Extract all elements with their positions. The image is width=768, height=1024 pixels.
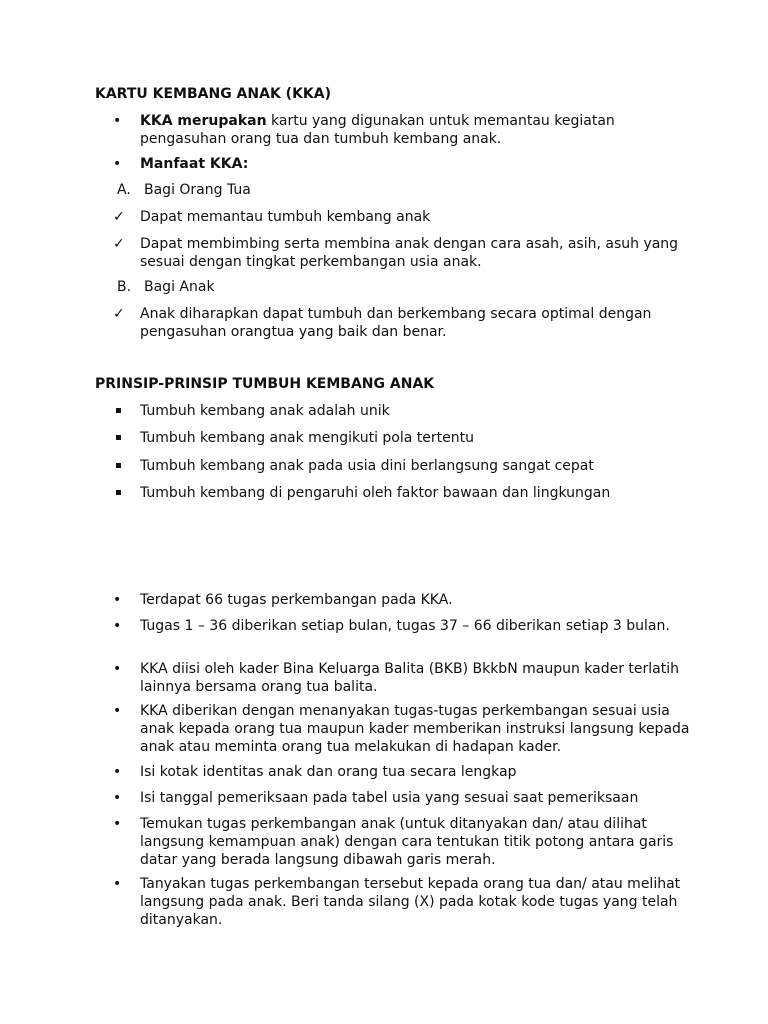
list-item-text: Anak diharapkan dapat tumbuh dan berkembang secara optimal dengan pengasuhan orangtua yang baik dan benar. <box>140 306 652 340</box>
list-item <box>113 402 693 420</box>
letter-marker: B. <box>117 279 132 295</box>
letter-marker: A. <box>117 182 131 198</box>
list-item <box>113 591 693 609</box>
list-item <box>113 484 693 502</box>
bullet-icon: • <box>113 790 122 806</box>
list-item-text: Bagi Orang Tua <box>144 182 251 198</box>
bold-term: KKA merupakan <box>140 113 267 129</box>
list-item <box>113 305 693 341</box>
list-item <box>113 155 693 173</box>
square-bullet-icon <box>113 457 137 475</box>
list-item <box>113 112 693 148</box>
bullet-icon: • <box>113 703 122 719</box>
bullet-icon: • <box>113 156 122 172</box>
list-item-text: Manfaat KKA: <box>140 156 249 172</box>
bullet-icon: • <box>113 816 122 832</box>
list-item-text: Bagi Anak <box>144 279 215 295</box>
list-item-text: Dapat membimbing serta membina anak dengan cara asah, asih, asuh yang sesuai dengan tingkat perkembangan usia anak. <box>140 236 679 270</box>
square-bullet-icon <box>113 484 137 502</box>
list-item <box>113 789 693 807</box>
list-item-text: Terdapat 66 tugas perkembangan pada KKA. <box>140 592 453 608</box>
list-item <box>113 278 693 296</box>
list-item <box>113 763 693 781</box>
section-title-kka: KARTU KEMBANG ANAK (KKA) <box>95 86 331 102</box>
list-item <box>113 815 693 869</box>
list-item <box>113 660 693 696</box>
list-item-text: Temukan tugas perkembangan anak (untuk ditanyakan dan/ atau dilihat langsung kemampuan anak) dengan cara tentukan titik potong antara garis datar yang berada langsung dibawah garis merah. <box>140 816 674 868</box>
bullet-icon: • <box>113 113 122 129</box>
list-item-text: Tumbuh kembang anak mengikuti pola tertentu <box>140 430 474 446</box>
list-item-text: Dapat memantau tumbuh kembang anak <box>140 209 431 225</box>
check-icon: ✓ <box>113 209 125 225</box>
list-item-text: Isi kotak identitas anak dan orang tua secara lengkap <box>140 764 517 780</box>
list-item-text: Tumbuh kembang anak pada usia dini berlangsung sangat cepat <box>140 458 594 474</box>
section-title-prinsip: PRINSIP-PRINSIP TUMBUH KEMBANG ANAK <box>95 376 435 392</box>
list-item <box>113 875 693 929</box>
list-item-text: KKA diisi oleh kader Bina Keluarga Balita (BKB) BkkbN maupun kader terlatih lainnya bersama orang tua balita. <box>140 661 680 695</box>
bullet-icon: • <box>113 876 122 892</box>
list-item <box>113 235 693 271</box>
check-icon: ✓ <box>113 236 125 252</box>
square-bullet-icon <box>113 429 137 447</box>
list-item-text <box>140 112 693 148</box>
bullet-icon: • <box>113 618 122 634</box>
list-item-text: KKA diberikan dengan menanyakan tugas-tugas perkembangan sesuai usia anak kepada orang tua maupun kader memberikan instruksi langsung kepada anak atau meminta orang tua melakukan di hadapan kader. <box>140 703 690 755</box>
list-item <box>113 457 693 475</box>
definition-text: kartu yang digunakan untuk memantau kegiatan pengasuhan orang tua dan tumbuh kembang anak. <box>140 113 615 147</box>
check-icon: ✓ <box>113 306 125 322</box>
list-item-text: Tumbuh kembang anak adalah unik <box>140 403 390 419</box>
list-item <box>113 702 693 756</box>
list-item-text: Isi tanggal pemeriksaan pada tabel usia yang sesuai saat pemeriksaan <box>140 790 639 806</box>
list-item-text: Tanyakan tugas perkembangan tersebut kepada orang tua dan/ atau melihat langsung pada anak. Beri tanda silang (X) pada kotak kode tugas yang telah ditanyakan. <box>140 876 681 928</box>
bullet-icon: • <box>113 592 122 608</box>
list-item <box>113 429 693 447</box>
list-item-text: Tumbuh kembang di pengaruhi oleh faktor bawaan dan lingkungan <box>140 485 611 501</box>
bullet-icon: • <box>113 661 122 677</box>
list-item <box>113 208 693 226</box>
square-bullet-icon <box>113 402 137 420</box>
list-item <box>113 617 693 635</box>
bullet-icon: • <box>113 764 122 780</box>
list-item-text: Tugas 1 – 36 diberikan setiap bulan, tugas 37 – 66 diberikan setiap 3 bulan. <box>140 618 670 634</box>
list-item <box>113 181 693 199</box>
